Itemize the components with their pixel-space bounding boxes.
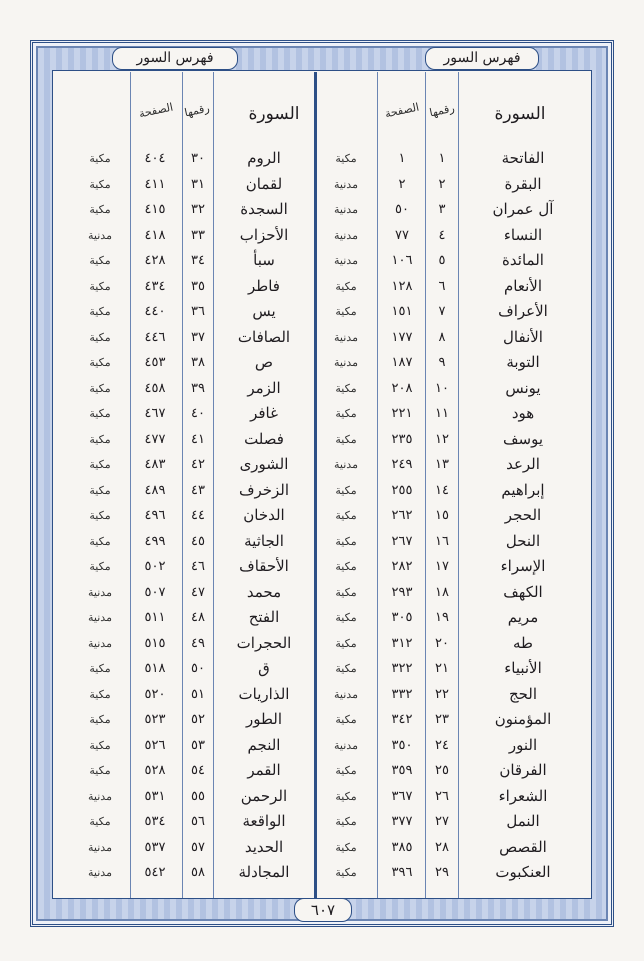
right-cell-number: ١٧ [435,559,449,574]
left-cell-type: مدنية [88,585,112,599]
right-cell-page: ٣٠٥ [391,610,413,625]
table-row [52,172,592,198]
left-cell-type: مكية [89,738,111,752]
right-cell-page: ٢٣٥ [391,431,413,447]
right-cell-number: ١٩ [435,610,449,625]
right-cell-name: هود [511,404,535,422]
left-cell-name: الشورى [239,455,289,473]
right-cell-number: ٢٦ [435,788,449,804]
right-cell-number: ٣ [438,202,446,217]
right-cell-number: ٥ [438,253,446,268]
left-cell-number: ٤٥ [191,533,205,549]
right-cell-number: ١٠ [435,380,449,396]
left-cell-name: الأحزاب [239,225,289,244]
left-cell-name: يس [252,302,276,320]
right-cell-name: الكهف [503,582,543,601]
right-cell-name: النور [508,735,538,754]
left-cell-number: ٥٥ [191,788,205,804]
right-cell-number: ٢١ [435,661,449,676]
right-cell-type: مكية [335,713,357,726]
left-cell-page: ٤١٥ [144,202,166,217]
left-cell-page: ٤٨٩ [144,482,166,498]
table-row [52,860,592,886]
right-cell-name: مريم [507,608,539,626]
left-cell-number: ٣١ [191,176,205,192]
left-cell-name: الطور [245,710,283,728]
right-cell-number: ٢٠ [435,635,449,651]
right-cell-name: القصص [499,837,547,856]
left-cell-name: الفتح [248,608,280,626]
right-cell-type: مكية [335,560,357,573]
left-cell-page: ٤٣٤ [144,278,166,294]
right-header-page: الصفحة [383,100,421,121]
left-cell-type: مدنية [88,789,112,803]
table-row [52,452,592,478]
right-cell-name: المؤمنون [494,710,552,728]
right-cell-type: مكية [335,279,357,293]
right-cell-name: الأعراف [498,302,548,320]
left-cell-type: مكية [89,458,111,471]
left-cell-type: مكية [89,560,111,573]
right-cell-type: مدنية [334,687,358,701]
left-cell-name: الزخرف [238,480,290,499]
table-row [52,631,592,657]
right-cell-page: ٢٦٢ [391,508,413,523]
column-header-row [52,100,592,132]
right-cell-type: مدنية [334,203,358,216]
right-cell-number: ٢٨ [435,839,449,855]
right-cell-number: ١ [438,151,446,166]
right-cell-page: ٢٨٢ [391,559,413,574]
left-cell-type: مدنية [88,228,112,242]
left-cell-number: ٣٦ [191,304,205,319]
right-cell-type: مكية [335,611,357,624]
left-cell-name: السجدة [240,200,288,218]
left-cell-number: ٤١ [191,431,205,447]
right-cell-page: ٣٩٦ [391,865,413,880]
right-cell-page: ١٨٧ [391,355,413,370]
right-cell-number: ٢٤ [435,737,449,753]
right-cell-name: النحل [505,531,541,550]
right-cell-type: مكية [335,407,357,420]
right-cell-number: ٢٩ [435,865,449,880]
left-cell-page: ٤٤٠ [144,304,166,319]
left-cell-number: ٥١ [191,686,205,702]
left-cell-type: مكية [89,815,111,828]
header-title-right: فهرس السور [425,47,539,70]
left-cell-type: مكية [89,407,111,420]
right-cell-name: البقرة [504,174,542,193]
left-cell-page: ٥١٥ [144,635,166,651]
right-cell-name: التوبة [506,353,540,371]
left-cell-page: ٥٤٢ [144,865,166,880]
left-cell-type: مكية [89,305,111,318]
right-cell-type: مدنية [334,254,358,267]
table-row [52,809,592,835]
left-cell-page: ٥١١ [144,610,166,625]
right-cell-type: مكية [335,636,357,650]
header-title-left: فهرس السور [112,47,238,70]
right-cell-name: العنكبوت [495,863,551,881]
left-cell-name: الدخان [243,506,285,524]
left-cell-name: غافر [250,404,278,422]
table-row [52,733,592,759]
left-cell-page: ٥٣١ [144,788,166,804]
right-cell-name: يونس [505,378,541,397]
table-row [52,376,592,402]
left-cell-number: ٥٣ [191,737,205,753]
right-cell-page: ٢٤٩ [391,457,413,472]
right-cell-type: مكية [335,815,357,828]
right-cell-page: ١٢٨ [391,278,413,294]
right-cell-name: النمل [506,812,540,830]
right-cell-number: ٤ [438,227,446,243]
left-cell-number: ٥٠ [191,661,205,676]
left-cell-page: ٤٩٩ [144,533,166,549]
right-cell-type: مكية [335,305,357,318]
left-cell-name: الحجرات [236,633,292,652]
right-cell-number: ٩ [438,355,446,370]
left-cell-name: الحديد [244,837,284,856]
left-cell-number: ٥٧ [191,839,205,855]
right-cell-page: ٢٦٧ [391,533,413,549]
table-row [52,758,592,784]
left-cell-number: ٤٧ [191,584,205,600]
right-cell-number: ٢٥ [435,763,449,778]
right-cell-page: ٥٠ [395,202,409,217]
table-row [52,427,592,453]
right-cell-name: الأنعام [504,276,542,295]
left-cell-name: الواقعة [242,812,286,830]
table-row [52,223,592,249]
left-cell-page: ٤٨٣ [144,457,166,472]
right-cell-number: ٨ [438,329,446,345]
left-cell-page: ٤٦٧ [144,406,166,421]
right-cell-number: ٦ [438,278,446,294]
left-cell-name: لقمان [245,174,283,193]
right-header-number: رقمها [428,101,456,120]
right-cell-type: مكية [335,152,357,165]
left-cell-page: ٤٥٨ [144,380,166,396]
right-cell-name: المائدة [502,251,544,269]
left-cell-type: مدنية [88,611,112,624]
right-cell-name: الشعراء [498,786,548,805]
right-cell-type: مكية [335,483,357,497]
left-cell-page: ٤٤٦ [144,329,166,345]
left-cell-type: مكية [89,152,111,165]
left-cell-name: فاطر [248,276,280,295]
right-cell-page: ٢٥٥ [391,482,413,498]
right-cell-number: ٢٢ [435,686,449,702]
right-cell-name: طه [513,633,533,652]
right-cell-page: ١٠٦ [391,253,413,268]
left-cell-number: ٣٨ [191,355,205,370]
left-cell-type: مكية [89,764,111,777]
left-cell-name: المجادلة [238,863,290,881]
left-cell-number: ٣٧ [191,329,205,345]
left-cell-name: سبأ [253,251,275,269]
left-cell-type: مكية [89,432,111,446]
right-cell-name: يوسف [502,429,544,448]
left-cell-page: ٥٣٤ [144,814,166,829]
right-cell-number: ١٨ [435,584,449,600]
right-cell-page: ٣٦٧ [391,788,413,804]
right-cell-page: ١٥١ [391,304,413,319]
right-cell-type: مكية [335,509,357,522]
right-cell-name: إبراهيم [501,480,545,499]
left-cell-page: ٥٢٨ [144,763,166,778]
left-cell-name: القمر [247,761,281,779]
right-cell-number: ٧ [438,304,446,319]
right-cell-name: النساء [503,225,543,244]
left-cell-name: الصافات [237,327,291,346]
right-cell-page: ٣٢٢ [391,661,413,676]
right-cell-name: الإسراء [500,557,546,575]
left-cell-type: مكية [89,279,111,293]
left-cell-page: ٥٢٠ [144,686,166,702]
left-cell-number: ٤٦ [191,559,205,574]
right-cell-page: ٣٨٥ [391,839,413,855]
left-cell-type: مكية [89,509,111,522]
left-cell-type: مكية [89,662,111,675]
left-cell-page: ٤١١ [144,176,166,192]
table-row [52,529,592,555]
left-cell-page: ٤١٨ [144,227,166,243]
table-row [52,401,592,427]
left-cell-page: ٥٣٧ [144,839,166,855]
right-cell-name: الأنبياء [504,659,542,677]
right-cell-type: مدنية [334,458,358,471]
right-cell-number: ١٦ [435,533,449,549]
left-cell-type: مكية [89,177,111,191]
left-cell-number: ٣٩ [191,380,205,396]
right-cell-type: مكية [335,432,357,446]
left-cell-number: ٤٠ [191,406,205,421]
right-cell-name: الحج [508,684,538,703]
table-row [52,503,592,529]
left-cell-page: ٤٠٤ [144,151,166,166]
right-cell-page: ٣٥٠ [391,737,413,753]
right-cell-type: مكية [335,866,357,879]
table-row [52,197,592,223]
right-cell-page: ٢ [398,176,406,192]
left-cell-number: ٣٥ [191,278,205,294]
right-cell-number: ٢٧ [435,814,449,829]
table-row [52,350,592,376]
right-cell-page: ١٧٧ [391,329,413,345]
left-cell-name: النجم [247,735,281,754]
table-row [52,656,592,682]
right-cell-type: مكية [335,662,357,675]
left-cell-type: مكية [89,687,111,701]
left-cell-page: ٤٥٣ [144,355,166,370]
right-header-surah: السورة [494,104,546,124]
left-cell-type: مدنية [88,840,112,854]
table-row [52,146,592,172]
left-cell-page: ٤٩٦ [144,508,166,523]
right-cell-page: ٣٧٧ [391,814,413,829]
right-cell-type: مكية [335,789,357,803]
left-cell-type: مكية [89,483,111,497]
right-cell-page: ٣١٢ [391,635,413,651]
left-cell-number: ٣٠ [191,151,205,166]
right-cell-type: مكية [335,381,357,395]
table-row [52,580,592,606]
right-cell-page: ١ [398,151,406,166]
right-cell-page: ٣٥٩ [391,763,413,778]
left-cell-type: مكية [89,254,111,267]
left-cell-number: ٤٢ [191,457,205,472]
right-cell-name: الرعد [506,455,540,473]
left-cell-type: مكية [89,356,111,369]
table-row [52,784,592,810]
right-cell-page: ٣٣٢ [391,686,413,702]
right-cell-number: ١٤ [435,482,449,498]
right-cell-number: ١٢ [435,431,449,447]
right-cell-name: الفرقان [499,761,547,779]
left-header-page: الصفحة [137,100,175,121]
right-cell-type: مكية [335,585,357,599]
table-row [52,274,592,300]
right-cell-name: الأنفال [503,327,543,346]
right-cell-type: مدنية [334,356,358,369]
right-cell-number: ١٣ [435,457,449,472]
left-cell-number: ٣٤ [191,253,205,268]
right-cell-page: ٧٧ [395,227,409,243]
right-cell-number: ١١ [435,406,449,421]
left-cell-page: ٥٢٦ [144,737,166,753]
left-cell-page: ٥١٨ [144,661,166,676]
left-cell-type: مكية [89,534,111,548]
left-cell-number: ٥٨ [191,865,205,880]
left-cell-page: ٥٢٣ [144,712,166,727]
left-header-surah: السورة [248,104,300,124]
left-cell-type: مكية [89,330,111,344]
left-cell-type: مكية [89,381,111,395]
table-row [52,835,592,861]
table-row [52,325,592,351]
left-cell-type: مدنية [88,636,112,650]
left-cell-page: ٥٠٧ [144,584,166,600]
left-cell-name: الزمر [247,378,281,397]
right-cell-page: ٢٢١ [391,406,413,421]
page-number: ٦٠٧ [294,898,352,922]
left-cell-number: ٤٨ [191,610,205,625]
right-cell-type: مكية [335,764,357,777]
left-header-number: رقمها [183,101,211,120]
right-cell-number: ٢٣ [435,712,449,727]
right-cell-name: الحجر [504,506,542,524]
left-cell-name: ص [254,353,274,371]
table-row [52,605,592,631]
right-cell-type: مكية [335,840,357,854]
left-cell-page: ٤٢٨ [144,253,166,268]
left-cell-page: ٤٧٧ [144,431,166,447]
left-cell-number: ٥٢ [191,712,205,727]
left-cell-name: الروم [247,149,281,167]
left-cell-number: ٥٤ [191,763,205,778]
left-cell-page: ٥٠٢ [144,559,166,574]
right-cell-number: ٢ [438,176,446,192]
left-cell-name: ق [258,659,270,677]
left-cell-type: مكية [89,713,111,726]
table-row [52,478,592,504]
left-cell-number: ٥٦ [191,814,205,829]
left-cell-number: ٤٤ [191,508,205,523]
surah-index-table [52,146,592,886]
right-cell-number: ١٥ [435,508,449,523]
left-cell-number: ٣٢ [191,202,205,217]
left-cell-type: مكية [89,203,111,216]
table-row [52,682,592,708]
left-cell-name: محمد [246,582,282,601]
right-cell-page: ٢٩٣ [391,584,413,600]
table-row [52,554,592,580]
right-cell-name: الفاتحة [501,149,545,167]
right-cell-type: مدنية [334,177,358,191]
right-cell-type: مكية [335,534,357,548]
left-cell-number: ٤٩ [191,635,205,651]
left-cell-number: ٤٣ [191,482,205,498]
table-row [52,707,592,733]
right-cell-type: مدنية [334,330,358,344]
left-cell-name: الجاثية [244,531,284,550]
left-cell-name: الذاريات [238,684,290,703]
left-cell-name: الرحمن [240,786,288,805]
left-cell-number: ٣٣ [191,227,205,243]
table-row [52,299,592,325]
table-row [52,248,592,274]
left-cell-name: الأحقاف [239,557,289,575]
left-cell-type: مدنية [88,866,112,879]
right-cell-page: ٢٠٨ [391,380,413,396]
right-cell-type: مدنية [334,738,358,752]
left-cell-name: فصلت [244,429,284,448]
right-cell-page: ٣٤٢ [391,712,413,727]
right-cell-type: مدنية [334,228,358,242]
right-cell-name: آل عمران [492,200,554,218]
